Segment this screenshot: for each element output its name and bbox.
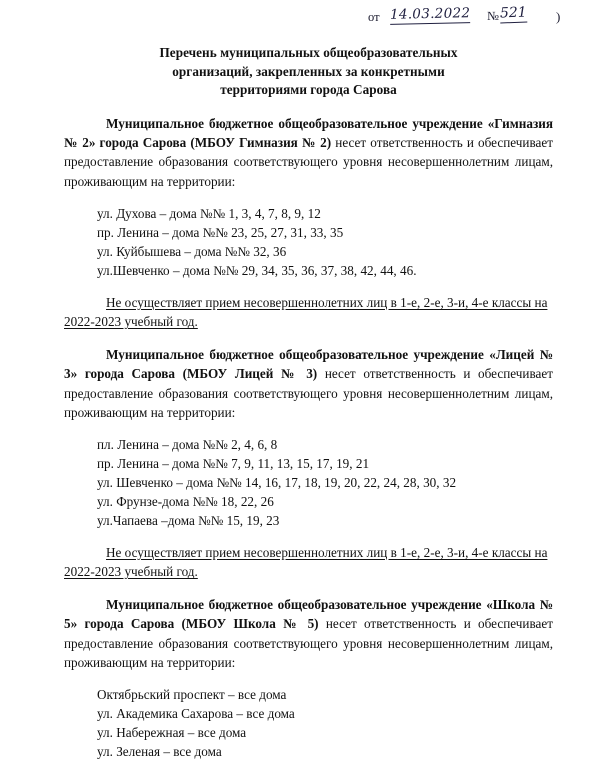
intro-mid: города Сарова (МБОУ Гимназия № 2) <box>95 135 332 151</box>
school-intro-paragraph <box>64 345 553 422</box>
list-item: пр. Ленина – дома №№ 23, 25, 27, 31, 33, 35 <box>97 224 344 240</box>
org-name: «Школа № 5» <box>64 597 553 632</box>
list-item: ул. Духова – дома №№ 1, 3, 4, 7, 8, 9, 12 <box>97 205 321 221</box>
school-section <box>64 114 553 331</box>
intro-suffix: несет ответственность и обеспечивает предоставление образования соответствующего уровня несовершеннолетним лицам, проживающим на территории: <box>64 366 553 420</box>
admission-note-line-1: Не осуществляет прием несовершеннолетних лиц в 1-е, 2-е, 3-и, 4-е классы на <box>106 294 548 310</box>
address-list <box>64 685 553 761</box>
admission-note <box>64 543 553 581</box>
list-item: ул.Чапаева –дома №№ 15, 19, 23 <box>97 512 280 528</box>
list-item: пр. Ленина – дома №№ 7, 9, 11, 13, 15, 17, 19, 21 <box>97 455 370 471</box>
intro-mid: города Сарова (МБОУ Школа № 5) <box>77 616 319 632</box>
org-name: «Гимназия № 2» <box>64 116 553 151</box>
admission-note-line-1: Не осуществляет прием несовершеннолетних лиц в 1-е, 2-е, 3-и, 4-е классы на <box>106 544 548 560</box>
address-list <box>64 435 553 530</box>
handwritten-date: 14.03.2022 <box>389 5 471 23</box>
list-item: ул. Набережная – все дома <box>97 725 247 741</box>
list-item: ул. Зеленая – все дома <box>97 744 222 760</box>
admission-note-line-2: 2022-2023 учебный год. <box>64 314 198 330</box>
list-item: ул. Куйбышева – дома №№ 32, 36 <box>97 243 287 259</box>
page-title-line-3: территориями города Сарова <box>220 82 397 98</box>
page-title-line-1: Перечень муниципальных общеобразовательных <box>159 45 458 60</box>
number-symbol: № <box>487 9 499 23</box>
document-header-stamp <box>0 4 609 30</box>
intro-prefix: Муниципальное бюджетное общеобразовательное учреждение <box>106 347 490 363</box>
intro-prefix: Муниципальное бюджетное общеобразовательное учреждение <box>106 597 487 613</box>
admission-note <box>64 293 553 331</box>
intro-prefix: Муниципальное бюджетное общеобразовательное учреждение <box>106 116 488 132</box>
address-list <box>64 204 553 280</box>
list-item: ул. Шевченко – дома №№ 14, 16, 17, 18, 19, 20, 22, 24, 28, 30, 32 <box>97 474 457 490</box>
list-item: Октябрьский проспект – все дома <box>97 687 287 703</box>
school-intro-paragraph <box>64 114 553 191</box>
list-item: ул. Фрунзе-дома №№ 18, 22, 26 <box>97 493 274 509</box>
intro-suffix: несет ответственность и обеспечивает предоставление образования соответствующего уровня несовершеннолетним лицам, проживающим на территории: <box>64 616 553 670</box>
admission-note-line-2: 2022-2023 учебный год. <box>64 564 198 580</box>
handwritten-number: 521 <box>499 4 527 22</box>
list-item: пл. Ленина – дома №№ 2, 4, 6, 8 <box>97 436 278 452</box>
org-name: «Лицей № 3» <box>64 347 554 382</box>
list-item: ул. Академика Сахарова – все дома <box>97 706 295 722</box>
school-intro-paragraph <box>64 595 553 672</box>
from-label: от <box>368 10 380 24</box>
intro-suffix: несет ответственность и обеспечивает предоставление образования соответствующего уровня несовершеннолетним лицам, проживающим на территории: <box>64 135 553 189</box>
closing-paren: ) <box>556 9 561 24</box>
intro-mid: города Сарова (МБОУ Лицей № 3) <box>77 366 318 382</box>
list-item: ул.Шевченко – дома №№ 29, 34, 35, 36, 37, 38, 42, 44, 46. <box>97 262 417 278</box>
school-section <box>64 345 553 581</box>
school-section <box>64 595 553 761</box>
page-title-line-2: организаций, закрепленных за конкретными <box>172 63 445 79</box>
